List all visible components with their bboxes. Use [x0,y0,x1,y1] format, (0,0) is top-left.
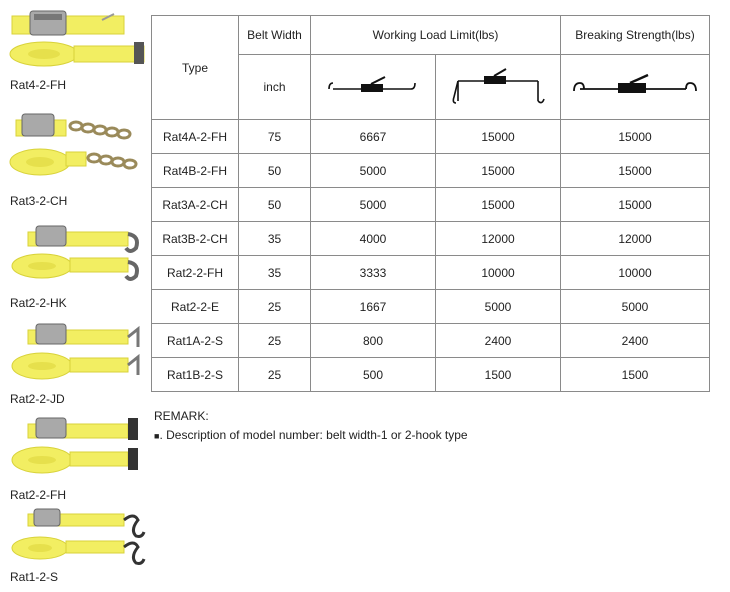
table-header-row [152,16,710,55]
belt-width-cell: 50 [239,154,311,188]
wll-straight-cell: 5000 [311,188,436,222]
breaking-strength-cell: 1500 [561,358,710,392]
remark-note [154,428,468,442]
belt-width-cell: 25 [239,290,311,324]
wll-straight-cell: 800 [311,324,436,358]
type-header: Type [152,16,239,120]
ratchet-breaking-icon [561,55,710,120]
product-label: Rat3-2-CH [10,194,68,208]
type-cell: Rat1A-2-S [152,324,239,358]
belt-width-unit: inch [239,55,311,120]
type-cell: Rat4A-2-FH [152,120,239,154]
remark-section [154,409,468,442]
table-row [152,290,710,324]
belt-width-cell: 50 [239,188,311,222]
wll-basket-cell: 1500 [436,358,561,392]
product-label: Rat4-2-FH [10,78,67,92]
product-label: Rat2-2-HK [10,296,67,310]
ratchet-basket-icon [436,55,561,120]
table-row [152,120,710,154]
breaking-strength-cell: 15000 [561,154,710,188]
product-label: Rat2-2-FH [10,488,67,502]
remark-title: REMARK: [154,409,209,423]
specification-table [151,15,710,392]
belt-width-cell: 25 [239,324,311,358]
type-cell: Rat4B-2-FH [152,154,239,188]
product-rat1-2-s [4,506,150,592]
breaking-strength-cell: 15000 [561,120,710,154]
wll-basket-cell: 5000 [436,290,561,324]
ratchet-straight-icon [311,55,436,120]
type-cell: Rat3B-2-CH [152,222,239,256]
breaking-strength-header: Breaking Strength(lbs) [561,16,710,55]
belt-width-cell: 75 [239,120,311,154]
table-row [152,222,710,256]
belt-width-cell: 35 [239,222,311,256]
bullet-icon: ■ [154,431,160,441]
type-cell: Rat2-2-E [152,290,239,324]
wll-straight-cell: 3333 [311,256,436,290]
table-row [152,324,710,358]
breaking-strength-cell: 2400 [561,324,710,358]
ratchet-strap-double-j-hook-image [4,320,150,386]
wll-straight-cell: 4000 [311,222,436,256]
working-load-limit-header: Working Load Limit(lbs) [311,16,561,55]
ratchet-strap-chain-hook-image [4,108,150,188]
wll-basket-cell: 15000 [436,188,561,222]
wll-basket-cell: 15000 [436,154,561,188]
wll-basket-cell: 2400 [436,324,561,358]
wll-straight-cell: 5000 [311,154,436,188]
wll-basket-cell: 10000 [436,256,561,290]
product-rat2-2-hk [4,222,150,312]
ratchet-strap-hook-image [4,222,150,286]
table-row [152,188,710,222]
breaking-strength-cell: 10000 [561,256,710,290]
type-cell: Rat1B-2-S [152,358,239,392]
wll-straight-cell: 500 [311,358,436,392]
table-row [152,154,710,188]
type-cell: Rat2-2-FH [152,256,239,290]
remark-text: . Description of model number: belt width-1 or 2-hook type [159,428,468,442]
table-row [152,358,710,392]
product-rat2-2-jd [4,320,150,410]
wll-basket-cell: 15000 [436,120,561,154]
ratchet-strap-s-hook-image [4,506,150,568]
table-row [152,256,710,290]
belt-width-cell: 25 [239,358,311,392]
wll-straight-cell: 1667 [311,290,436,324]
breaking-strength-cell: 15000 [561,188,710,222]
product-rat3-2-ch [4,108,150,208]
product-rat2-2-fh [4,412,150,506]
wll-straight-cell: 6667 [311,120,436,154]
type-cell: Rat3A-2-CH [152,188,239,222]
ratchet-strap-flat-hook-small-image [4,412,150,482]
belt-width-cell: 35 [239,256,311,290]
product-rat4-2-fh [4,6,150,94]
product-label: Rat2-2-JD [10,392,65,406]
ratchet-strap-flat-hook-image [4,6,150,76]
breaking-strength-cell: 5000 [561,290,710,324]
breaking-strength-cell: 12000 [561,222,710,256]
wll-basket-cell: 12000 [436,222,561,256]
belt-width-header: Belt Width [239,16,311,55]
product-label: Rat1-2-S [10,570,59,584]
